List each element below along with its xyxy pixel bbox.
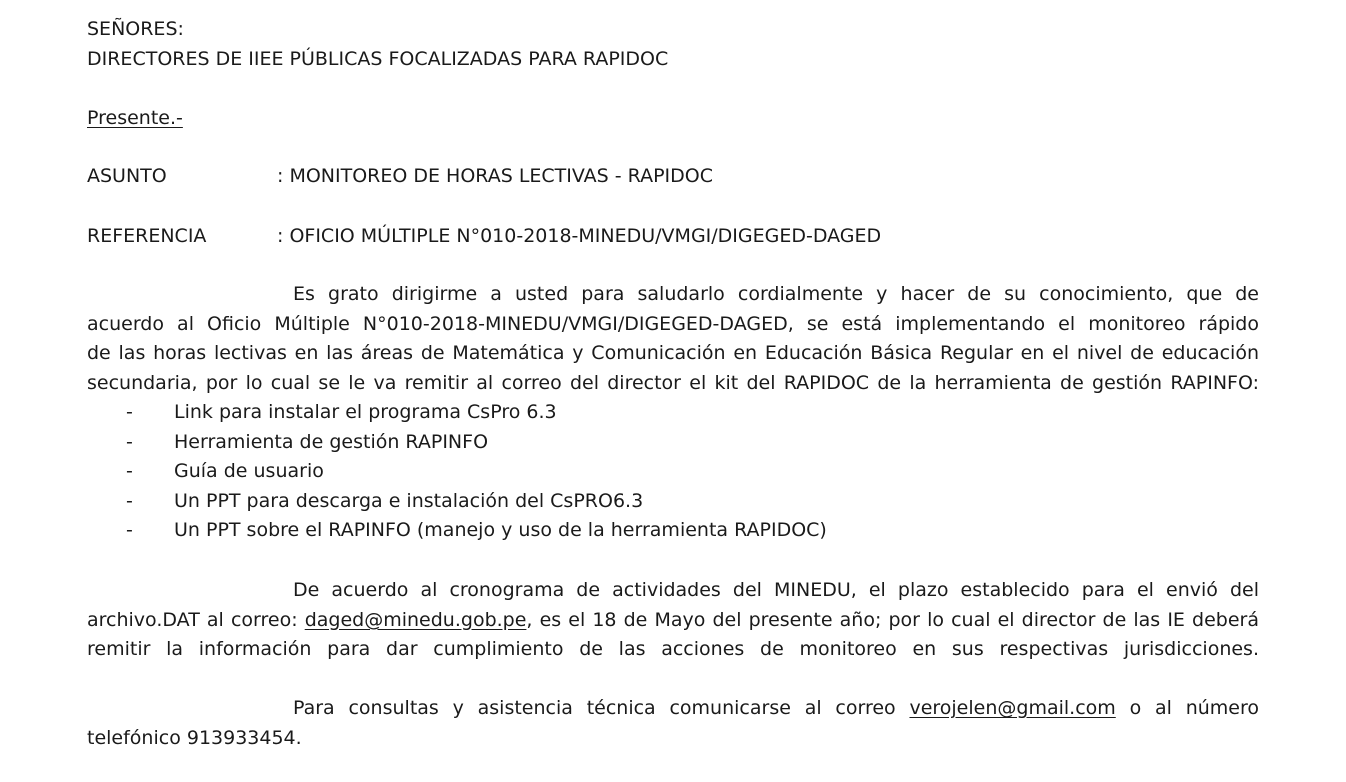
- paragraph-deadline-line: [87, 606, 1259, 636]
- list-item-text: Herramienta de gestión RAPINFO: [174, 430, 489, 453]
- deadline-text-after: , es el 18 de Mayo del presente año; por lo cual el director de las IE deberá: [526, 608, 1259, 631]
- subject-label: ASUNTO: [87, 165, 167, 187]
- reference-label: REFERENCIA: [87, 225, 207, 247]
- list-item-text: Un PPT para descarga e instalación del CsPRO6.3: [174, 489, 644, 512]
- paragraph-intro-line: acuerdo al Oficio Múltiple N°010-2018-MINEDU/VMGI/DIGEGED-DAGED, se está implementando el monitoreo rápido: [87, 312, 1259, 335]
- contact-email-link[interactable]: verojelen@gmail.com: [909, 697, 1116, 719]
- paragraph-deadline-line: remitir la información para dar cumplimiento de las acciones de monitoreo en sus respectivas jurisdicciones.: [87, 638, 1259, 661]
- list-item-text: Link para instalar el programa CsPro 6.3: [174, 401, 557, 423]
- kit-list: [126, 398, 827, 546]
- paragraph-intro-line: de las horas lectivas en las áreas de Matemática y Comunicación en Educación Básica Regular en el nivel de educación: [87, 342, 1259, 365]
- paragraph-deadline: [87, 576, 1259, 665]
- list-item: [126, 487, 827, 517]
- daged-email-link[interactable]: daged@minedu.gob.pe: [304, 608, 527, 631]
- deadline-text-before: archivo.DAT al correo:: [87, 608, 305, 631]
- paragraph-deadline-line: De acuerdo al cronograma de actividades del MINEDU, el plazo establecido para el envió del: [293, 579, 1259, 601]
- list-item-text: Un PPT sobre el RAPINFO (manejo y uso de la herramienta RAPIDOC): [174, 519, 827, 542]
- paragraph-intro-line: Es grato dirigirme a usted para saludarlo cordialmente y hacer de su conocimiento, que de: [293, 283, 1259, 305]
- list-item: [126, 457, 827, 487]
- dash-bullet: -: [126, 430, 133, 453]
- paragraph-contact-line: telefónico 913933454.: [87, 726, 302, 749]
- paragraph-intro-line: secundaria, por lo cual se le va remitir al correo del director el kit del RAPIDOC de la herramienta de gestión RAPINFO:: [87, 371, 1259, 394]
- paragraph-contact-line: [87, 694, 1259, 724]
- list-item: [126, 428, 827, 458]
- dash-bullet: -: [126, 460, 133, 483]
- dash-bullet: -: [126, 401, 133, 423]
- paragraph-intro: [87, 280, 1259, 398]
- list-item: [126, 516, 827, 546]
- dash-bullet: -: [126, 519, 133, 542]
- presente-line: Presente.-: [87, 107, 183, 129]
- dash-bullet: -: [126, 489, 133, 512]
- reference-value: : OFICIO MÚLTIPLE N°010-2018-MINEDU/VMGI/DIGEGED-DAGED: [277, 225, 882, 247]
- contact-text-before: Para consultas y asistencia técnica comunicarse al correo: [293, 697, 910, 719]
- paragraph-contact: [87, 694, 1259, 753]
- list-item-text: Guía de usuario: [174, 460, 324, 483]
- contact-text-after: o al número: [1115, 697, 1259, 719]
- salutation: SEÑORES:: [87, 18, 184, 40]
- recipients: DIRECTORES DE IIEE PÚBLICAS FOCALIZADAS PARA RAPIDOC: [87, 48, 669, 70]
- list-item: [126, 398, 827, 428]
- subject-value: : MONITOREO DE HORAS LECTIVAS - RAPIDOC: [277, 165, 713, 187]
